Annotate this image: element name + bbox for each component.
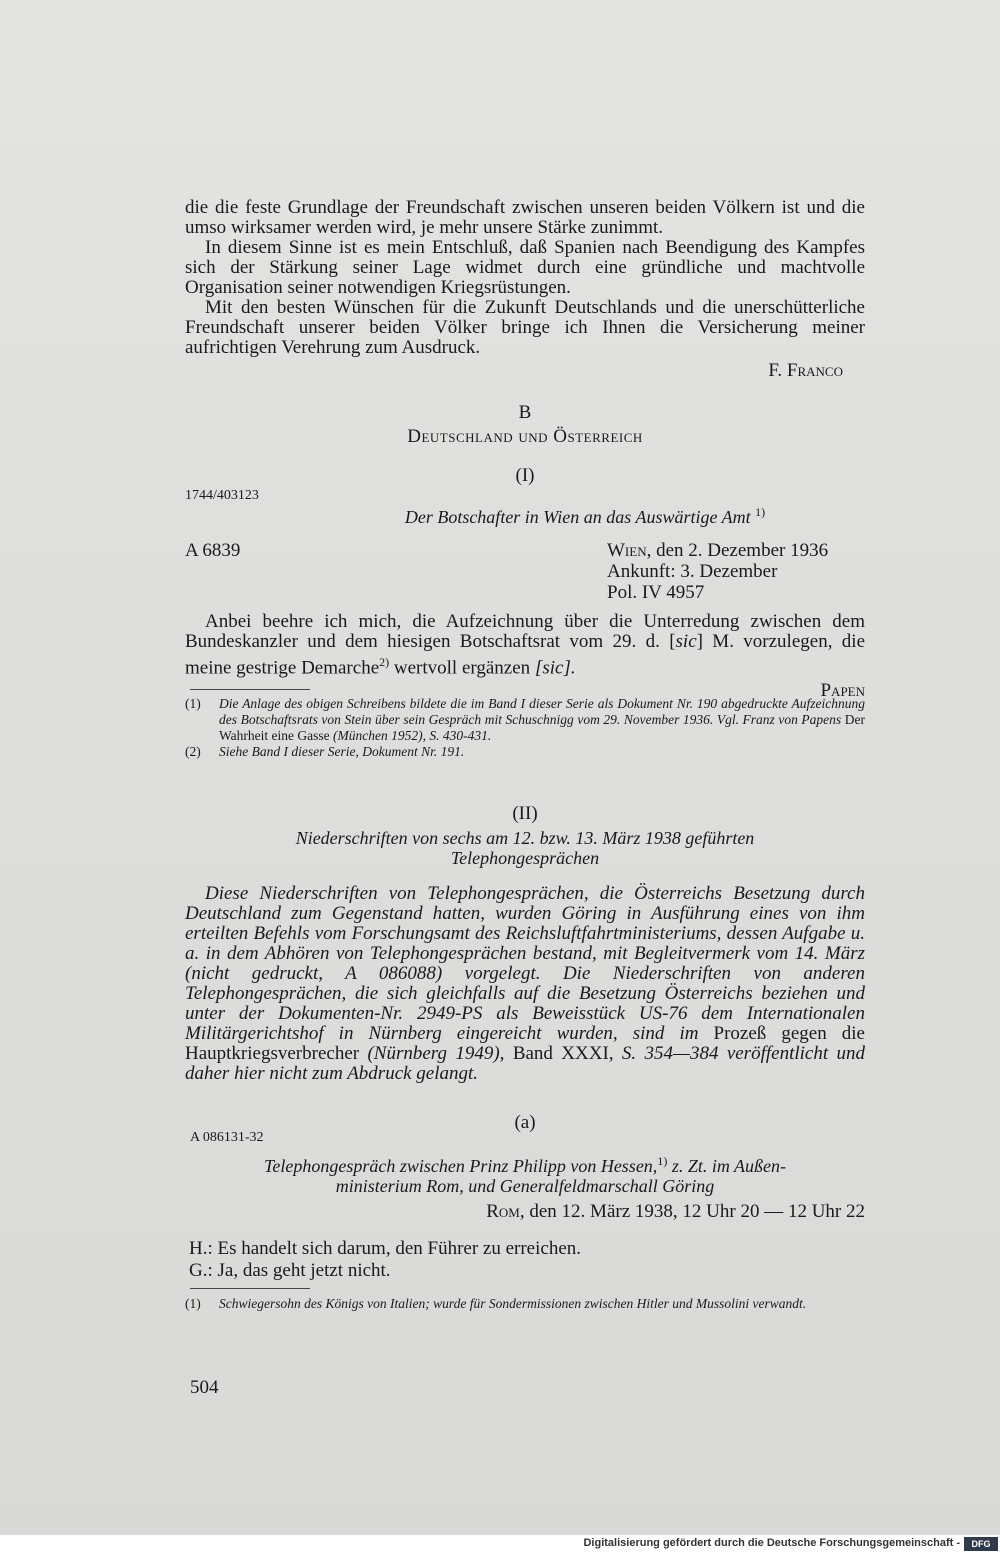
document-heading	[185, 505, 865, 528]
file-reference: 1744/403123	[185, 488, 259, 503]
paragraph: die die feste Grundlage der Freundschaft zwischen unseren beiden Völkern ist und die umso wirksamer werden wird, je mehr unsere Stärke zunimmt.	[185, 197, 865, 238]
reference-number: A 6839	[185, 540, 241, 561]
document-number: (I)	[515, 465, 535, 486]
paragraph: Mit den besten Wünschen für die Zukunft Deutschlands und die unerschütterliche Freundschaft unserer beiden Völker bringe ich Ihnen die Versicherung meiner aufrichtigen Verehrung zum Ausdruck.	[185, 297, 865, 358]
footnote: (1) Schwiegersohn des Königs von Italien; wurde für Sondermissionen zwischen Hitler und Mussolini verwandt.	[185, 1296, 807, 1311]
footnote-rule	[190, 689, 310, 690]
date: den 2. Dezember 1936	[656, 540, 829, 561]
footnote: (2) Siehe Band I dieser Serie, Dokument Nr. 191.	[185, 744, 465, 759]
arrival: Ankunft: 3. Dezember	[607, 561, 778, 582]
section-letter: B	[518, 402, 532, 423]
file-reference: A 086131-32	[190, 1130, 264, 1145]
document-number: (a)	[514, 1112, 536, 1133]
footnote-ref: 1)	[755, 505, 766, 519]
transcript-line: G.: Ja, das geht jetzt nicht.	[189, 1260, 391, 1281]
pol-ref: Pol. IV 4957	[607, 582, 705, 603]
footnotes	[185, 696, 865, 760]
paragraph: Anbei beehre ich mich, die Aufzeichnung über die Unterredung zwischen dem Bundeskanzler und dem hiesigen Botschaftsrat vom 29. d. [sic] M. vorzulegen, die meine gestrige Demarche$^{2)}$ wertvoll ergänzen [sic].	[185, 611, 866, 679]
footer-text: Digitalisierung gefördert durch die Deutsche Forschungsgemeinschaft -	[583, 1537, 960, 1549]
paragraph: In diesem Sinne ist es mein Entschluß, daß Spanien nach Beendigung des Kampfes sich der Stärkung seiner Lage widmet durch eine gründliche und machtvolle Organisation seiner notwendigen Kriegsrüstungen.	[185, 237, 865, 298]
document-heading: Telephongespräch zwischen Prinz Philipp von Hessen,$^{1)}$ z. Zt. im Außen- ministerium Rom, und Generalfeldmarschall Göring	[264, 1154, 786, 1196]
page-number: 504	[190, 1377, 219, 1398]
footnotes	[185, 1296, 865, 1312]
signature: F. Franco	[768, 360, 843, 381]
transcript-line: H.: Es handelt sich darum, den Führer zu erreichen.	[189, 1238, 582, 1259]
footer-bar	[0, 1535, 1000, 1554]
transcript	[185, 1238, 869, 1282]
dfg-logo-icon: DFG	[964, 1537, 998, 1551]
letter-body	[185, 198, 865, 382]
document-intro	[185, 884, 865, 1084]
dateline-block	[607, 540, 828, 603]
document-heading: Niederschriften von sechs am 12. bzw. 13. März 1938 geführten Telephongesprächen	[295, 828, 755, 868]
footnote: (1) Die Anlage des obigen Schreibens bildete die im Band I dieser Serie als Dokument Nr. 190 abgedruckte Aufzeichnung des Botschaftsrats von Stein über sein Gespräch mit Schuschnigg vom 29. November 1936. Vgl. Franz von Papens Der Wahrheit eine Gasse (München 1952), S. 430-431.	[185, 696, 865, 743]
place: Wien,	[607, 540, 652, 561]
paragraph: Diese Niederschriften von Telephongesprächen, die Österreichs Besetzung durch Deutschland zum Gegenstand hatten, wurden Göring in Ausführung eines von ihm erteilten Befehls vom Forschungsamt des Reichsluftfahrtministeriums, dessen Aufgabe u. a. in dem Abhören von Telephongesprächen bestand, mit Begleitvermerk vom 14. März (nicht gedruckt, A 086088) vorgelegt. Die Niederschriften von anderen Telephongesprächen, die sich gleichfalls auf die Besetzung Österreichs beziehen und unter der Dokumenten-Nr. 2949-PS als Beweisstück US-76 dem Internationalen Militärgerichtshof in Nürnberg eingereicht wurden, sind im Prozeß gegen die Hauptkriegsverbrecher (Nürnberg 1949), Band XXXI, S. 354—384 veröffentlicht und daher hier nicht zum Abdruck gelangt.	[185, 883, 865, 1084]
signature: Papen	[820, 680, 865, 702]
footnote-rule	[190, 1288, 310, 1289]
heading-text: Der Botschafter in Wien an das Auswärtige Amt	[404, 507, 751, 527]
dateline: Rom, den 12. März 1938, 12 Uhr 20 — 12 Uhr 22	[486, 1201, 865, 1222]
document-number: (II)	[512, 803, 538, 824]
section-title: Deutschland und Österreich	[407, 426, 643, 447]
